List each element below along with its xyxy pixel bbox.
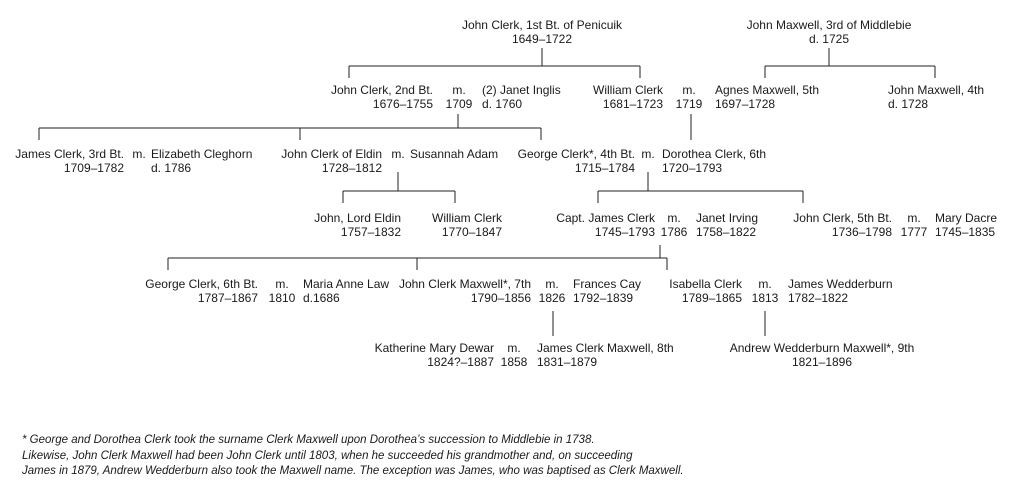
person-andrew-wedderburn-maxwell: Andrew Wedderburn Maxwell*, 9th 1821–1896 (729, 341, 915, 369)
marriage-william-agnes: m. 1719 (675, 83, 703, 111)
footnote-line-1: * George and Dorothea Clerk took the surname Clerk Maxwell upon Dorothea’s succession to Middlebie in 1738. (22, 434, 595, 446)
person-john-lord-eldin: John, Lord Eldin 1757–1832 (314, 211, 401, 239)
person-frances-cay: Frances Cay 1792–1839 (573, 277, 642, 305)
person-elizabeth-cleghorn: Elizabeth Cleghorn d. 1786 (151, 147, 253, 175)
marriage-jcm7-frances: m. 1826 (538, 277, 566, 305)
person-william-clerk-1770: William Clerk 1770–1847 (432, 211, 502, 239)
person-katherine-dewar: Katherine Mary Dewar 1824?–1887 (374, 341, 494, 369)
person-maria-anne-law: Maria Anne Law d.1686 (303, 277, 390, 305)
footnote-line-2: Likewise, John Clerk Maxwell had been John Clerk until 1803, when he succeeded his grandmother and, on succeeding (22, 449, 633, 462)
person-agnes-maxwell: Agnes Maxwell, 5th 1697–1728 (715, 83, 820, 111)
person-john-clerk-2nd: John Clerk, 2nd Bt. 1676–1755 (330, 83, 433, 111)
person-james-clerk-3rd: James Clerk, 3rd Bt. 1709–1782 (15, 147, 124, 175)
person-john-clerk-of-eldin: John Clerk of Eldin 1728–1812 (281, 147, 382, 175)
marriage-john5-mary: m. 1777 (900, 211, 928, 239)
person-janet-irving: Janet Irving 1758–1822 (696, 211, 759, 239)
person-john-maxwell-3rd: John Maxwell, 3rd of Middlebie d. 1725 (746, 18, 912, 46)
person-mary-dacre: Mary Dacre 1745–1835 (935, 211, 998, 239)
marriage-george6-maria: m. 1810 (268, 277, 296, 305)
person-susannah-adam: Susannah Adam (410, 147, 499, 161)
marriage-clerk2-inglis: m. 1709 (445, 83, 473, 111)
person-george-clerk-6th: George Clerk, 6th Bt. 1787–1867 (145, 277, 258, 305)
marriage-captjames-janet: m. 1786 (660, 211, 688, 239)
person-james-clerk-maxwell-8th: James Clerk Maxwell, 8th 1831–1879 (537, 341, 674, 369)
marriage-george4-dorothea: m. (641, 147, 655, 161)
person-james-wedderburn: James Wedderburn 1782–1822 (788, 277, 893, 305)
person-john-clerk-maxwell-7th: John Clerk Maxwell*, 7th 1790–1856 (398, 277, 531, 305)
person-john-maxwell-4th: John Maxwell, 4th d. 1728 (888, 83, 985, 111)
person-capt-james-clerk: Capt. James Clerk 1745–1793 (556, 211, 655, 239)
person-dorothea-clerk: Dorothea Clerk, 6th 1720–1793 (662, 147, 767, 175)
marriage-james3-elizabeth: m. (132, 147, 146, 161)
person-john-clerk-1st: John Clerk, 1st Bt. of Penicuik 1649–1722 (461, 18, 623, 46)
person-isabella-clerk: Isabella Clerk 1789–1865 (669, 277, 742, 305)
person-john-clerk-5th: John Clerk, 5th Bt. 1736–1798 (793, 211, 892, 239)
footnote (22, 433, 684, 480)
marriage-eldin-adam: m. (391, 147, 405, 161)
marriage-katherine-jcm8: m. 1858 (500, 341, 528, 369)
footnote-line-3: James in 1879, Andrew Wedderburn also took the Maxwell name. The exception was James, who was baptised as Clerk Maxwell. (22, 465, 684, 477)
person-george-clerk-4th: George Clerk*, 4th Bt. 1715–1784 (517, 147, 635, 175)
marriage-isabella-james: m. 1813 (751, 277, 779, 305)
person-janet-inglis: (2) Janet Inglis d. 1760 (482, 83, 561, 111)
person-william-clerk-1681: William Clerk 1681–1723 (593, 83, 663, 111)
